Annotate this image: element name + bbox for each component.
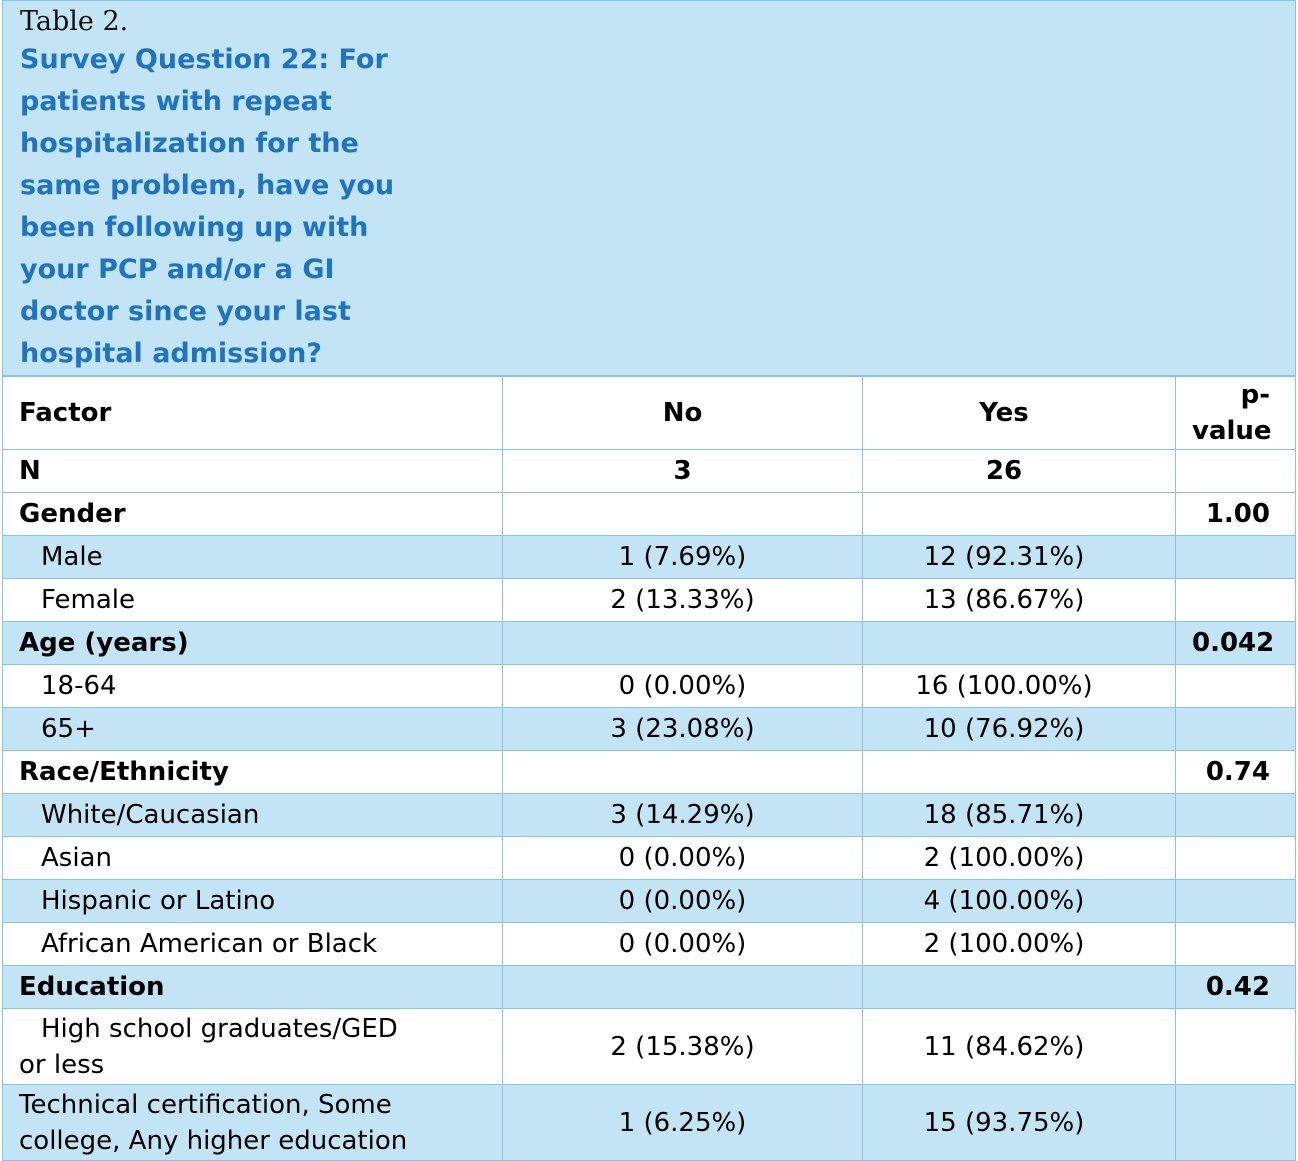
p-value [1176,579,1296,622]
column-header-yes: Yes [863,377,1176,450]
yes-value: 2 (100.00%) [863,837,1176,880]
table-row-hispanic-latino [3,880,1296,923]
no-value: 2 (13.33%) [503,579,863,622]
p-value [1176,794,1296,837]
no-value: 0 (0.00%) [503,837,863,880]
yes-value: 16 (100.00%) [863,665,1176,708]
survey-question: Survey Question 22: For patients with repeat hospitalization for the same problem, have you been following up with your PCP and/or a GI doctor since your last hospital admission? [20,44,395,369]
factor-label: Female [41,585,136,615]
p-value [1176,837,1296,880]
table-container [2,0,1296,1161]
p-value: 0.74 [1176,751,1296,794]
table-row-high-school [3,1009,1296,1085]
p-value [1176,665,1296,708]
table-row-female [3,579,1296,622]
factor-label: 65+ [41,714,96,744]
column-header-row [3,377,1296,450]
no-value: 2 (15.38%) [503,1009,863,1085]
factor-label-line1: High school graduates/GED [41,1013,398,1044]
factor-label: Age (years) [3,622,503,665]
table-row-asian [3,837,1296,880]
p-value: 0.42 [1176,966,1296,1009]
results-table [2,376,1296,1161]
no-value: 0 (0.00%) [503,923,863,966]
no-value: 3 (23.08%) [503,708,863,751]
p-value: 1.00 [1176,493,1296,536]
yes-value [863,622,1176,665]
no-value [503,966,863,1009]
table-row-white-caucasian [3,794,1296,837]
table-row-race-ethnicity [3,751,1296,794]
yes-value [863,966,1176,1009]
no-value: 0 (0.00%) [503,880,863,923]
n-label: N [3,450,503,493]
n-p-value [1176,450,1296,493]
factor-label: Asian [41,843,112,873]
no-value: 1 (6.25%) [503,1085,863,1161]
table-header [2,0,1296,376]
yes-value: 13 (86.67%) [863,579,1176,622]
factor-label: Race/Ethnicity [3,751,503,794]
table-row-male [3,536,1296,579]
factor-label-line1: Technical certification, Some [19,1089,392,1120]
factor-label-line2: college, Any higher education [19,1125,408,1156]
column-header-p-value: p-value [1176,377,1296,450]
factor-label: African American or Black [41,929,378,959]
no-value: 3 (14.29%) [503,794,863,837]
n-no: 3 [503,450,863,493]
table-row-higher-education [3,1085,1296,1161]
no-value: 1 (7.69%) [503,536,863,579]
yes-value: 12 (92.31%) [863,536,1176,579]
yes-value [863,751,1176,794]
column-header-no: No [503,377,863,450]
p-value [1176,923,1296,966]
yes-value: 18 (85.71%) [863,794,1176,837]
table-row-education [3,966,1296,1009]
factor-label: Gender [3,493,503,536]
table-row-african-american [3,923,1296,966]
no-value [503,493,863,536]
column-header-factor: Factor [3,377,503,450]
factor-label: Male [41,542,103,572]
table-row-age-18-64 [3,665,1296,708]
n-yes: 26 [863,450,1176,493]
p-value [1176,1009,1296,1085]
factor-label: 18-64 [41,671,117,701]
factor-label: White/Caucasian [41,800,260,830]
n-row [3,450,1296,493]
table-row-age-65-plus [3,708,1296,751]
yes-value: 15 (93.75%) [863,1085,1176,1161]
p-value: 0.042 [1176,622,1296,665]
yes-value: 2 (100.00%) [863,923,1176,966]
p-value [1176,708,1296,751]
table-label: Table 2. [20,6,129,37]
yes-value: 10 (76.92%) [863,708,1176,751]
factor-label: Hispanic or Latino [41,886,276,916]
yes-value: 4 (100.00%) [863,880,1176,923]
factor-label: Education [3,966,503,1009]
factor-label-line2: or less [19,1049,105,1080]
no-value: 0 (0.00%) [503,665,863,708]
table-row-gender [3,493,1296,536]
p-value [1176,1085,1296,1161]
p-value [1176,880,1296,923]
no-value [503,751,863,794]
yes-value [863,493,1176,536]
p-value [1176,536,1296,579]
no-value [503,622,863,665]
yes-value: 11 (84.62%) [863,1009,1176,1085]
table-row-age [3,622,1296,665]
